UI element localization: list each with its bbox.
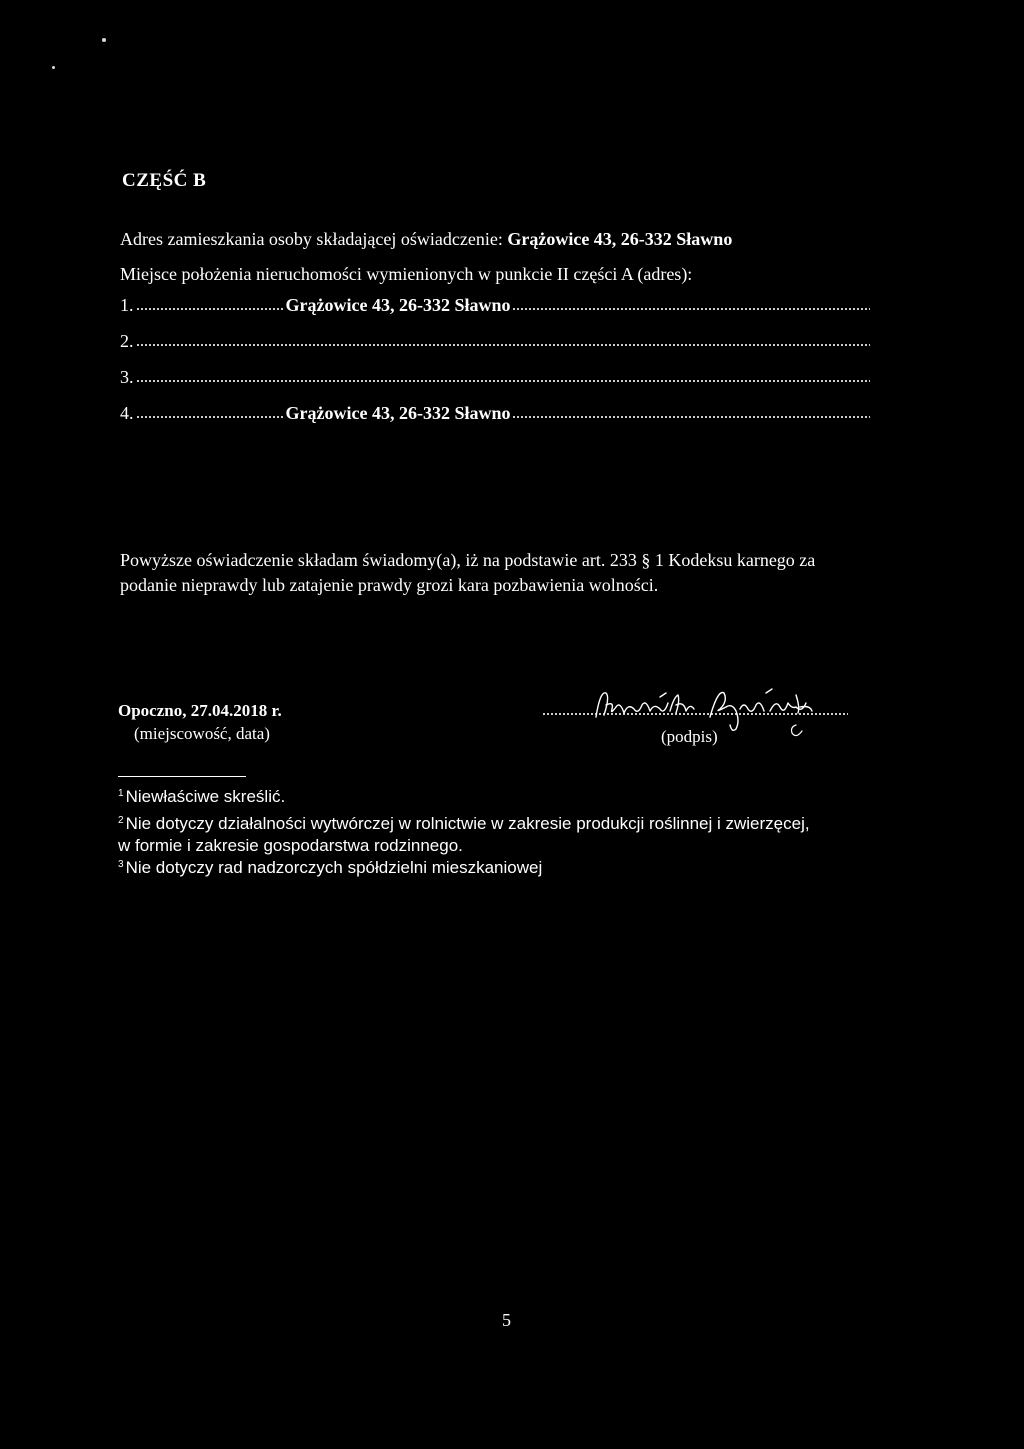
footnote-text: Nie dotyczy rad nadzorczych spółdzielni mieszkaniowej (125, 858, 543, 877)
address-value: Grążowice 43, 26-332 Sławno (285, 403, 511, 423)
footnote (118, 787, 285, 807)
residence-line (120, 229, 732, 250)
address-number: 3. (120, 367, 134, 387)
footnote (118, 858, 542, 878)
address-number: 4. (120, 403, 134, 423)
footnote-divider (118, 776, 246, 777)
property-address-row (120, 328, 872, 352)
scan-speck (102, 38, 106, 42)
residence-value: Grążowice 43, 26-332 Sławno (507, 229, 733, 249)
property-address-row (120, 400, 872, 424)
place-date-caption: (miejscowość, data) (134, 724, 270, 743)
signature-caption: (podpis) (661, 727, 718, 746)
place-date-value: Opoczno, 27.04.2018 r. (118, 701, 282, 720)
residence-label: Adres zamieszkania osoby składającej oświadczenie: (120, 229, 503, 249)
footnote-text: Niewłaściwe skreślić. (125, 787, 286, 806)
scan-speck (52, 66, 55, 69)
address-number: 1. (120, 295, 134, 315)
footnote-mark: 3 (118, 859, 124, 870)
footnote (118, 814, 810, 834)
footnote-mark: 2 (118, 815, 124, 826)
dotted-fill (512, 307, 870, 311)
dotted-fill (136, 307, 284, 311)
footnote-continuation: w formie i zakresie gospodarstwa rodzinnego. (118, 836, 463, 855)
dotted-fill (136, 343, 871, 347)
property-location-label: Miejsce położenia nieruchomości wymienionych w punkcie II części A (adres): (120, 264, 693, 284)
page-number: 5 (502, 1310, 511, 1330)
dotted-fill (136, 415, 284, 419)
footnote-text: Nie dotyczy działalności wytwórczej w rolnictwie w zakresie produkcji roślinnej i zwierzęcej, (125, 814, 810, 833)
declaration-line: Powyższe oświadczenie składam świadomy(a), iż na podstawie art. 233 § 1 Kodeksu karnego za (120, 550, 816, 570)
signature-area (540, 689, 850, 719)
address-value: Grążowice 43, 26-332 Sławno (285, 295, 511, 315)
property-address-row (120, 364, 872, 388)
declaration-line: podanie nieprawdy lub zatajenie prawdy grozi kara pozbawienia wolności. (120, 575, 659, 595)
address-number: 2. (120, 331, 134, 351)
dotted-fill (136, 379, 871, 383)
section-heading: CZĘŚĆ B (122, 170, 207, 191)
footnote-mark: 1 (118, 788, 124, 799)
handwritten-signature (590, 687, 830, 727)
property-address-row (120, 292, 872, 316)
dotted-fill (512, 415, 870, 419)
